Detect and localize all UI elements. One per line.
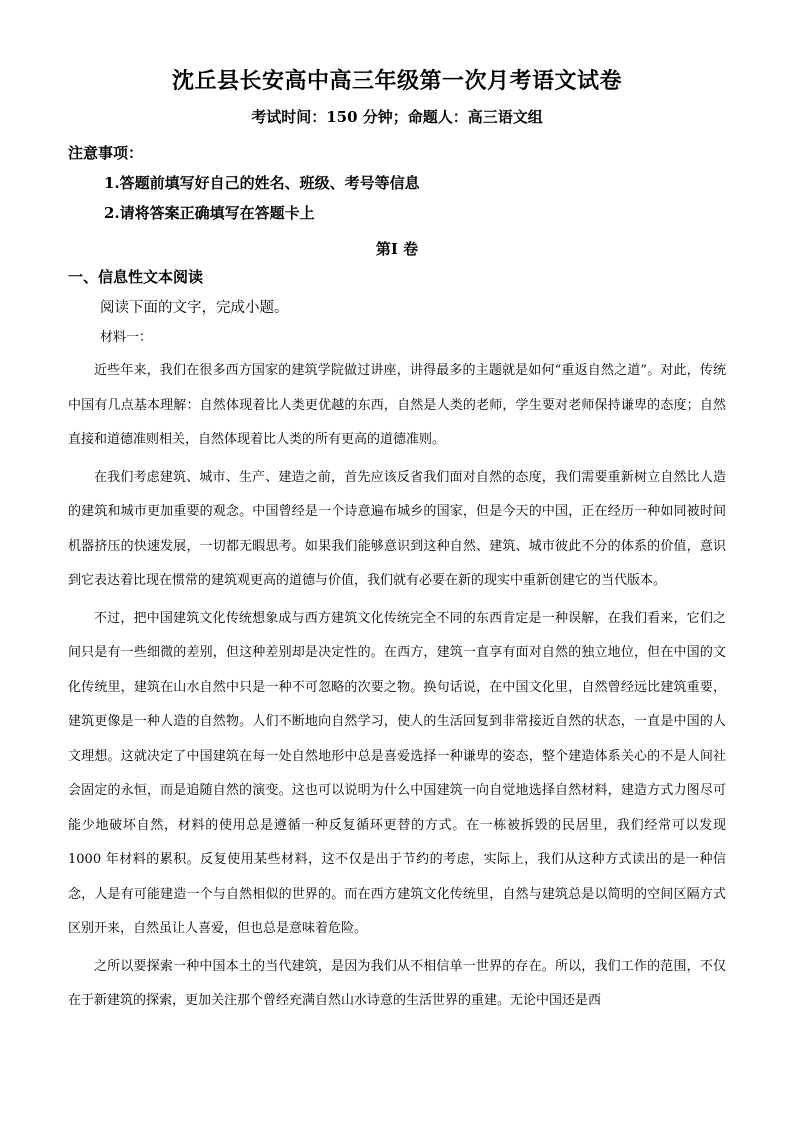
section-instruction: 阅读下面的文字，完成小题。 bbox=[100, 300, 289, 316]
section-title: 一、信息性文本阅读 bbox=[68, 268, 204, 286]
volume-label: 第Ⅰ 卷 bbox=[375, 240, 419, 258]
notes-heading: 注意事项： bbox=[68, 144, 144, 162]
passage-paragraph: 不过，把中国建筑文化传统想象成与西方建筑文化传统完全不同的东西肯定是一种误解，在我们看来，它们之间只是有一些细微的差别，但这种差别却是决定性的。在西方，建筑一直享有面对自然的独立地位，但在中国的文化传统里，建筑在山水自然中只是一种不可忽略的次要之物。换句话说，在中国文化里，自然曾经远比建筑重要，建筑更像是一种人造的自然物。人们不断地向自然学习，使人的生活回复到非常接近自然的状态，一直是中国的人文理想。这就决定了中国建筑在每一处自然地形中总是喜爱选择一种谦卑的姿态，整个建造体系关心的不是人间社会固定的永恒，而是追随自然的演变。这也可以说明为什么中国建筑一向自觉地选择自然材料，建造方式力图尽可能少地破坏自然，材料的使用总是遵循一种反复循环更替的方式。在一栋被拆毁的民居里，我们经常可以发现 1000 年材料的累积。反复使用某些材料，这不仅是出于节约的考虑，实际上，我们从这种方式读出的是一种信念，人是有可能建造一个与自然相似的世界的。而在西方建筑文化传统里，自然与建筑总是以简明的空间区隔方式区别开来，自然虽让人喜爱，但也总是意味着危险。 bbox=[68, 610, 726, 936]
note-item-1: 1.答题前填写好自己的姓名、班级、考号等信息 bbox=[104, 174, 420, 192]
exam-subtitle: 考试时间：150 分钟；命题人：高三语文组 bbox=[251, 108, 543, 126]
material-label: 材料一： bbox=[100, 330, 153, 345]
passage-paragraph: 在我们考虑建筑、城市、生产、建造之前，首先应该反省我们面对自然的态度，我们需要重新树立自然比人造的建筑和城市更加重要的观念。中国曾经是一个诗意遍布城乡的国家，但是今天的中国，正在经历一种如同被时间机器挤压的快速发展，一切都无暇思考。如果我们能够意识到这种自然、建筑、城市彼此不分的体系的价值，意识到它表达着比现在惯常的建筑观更高的道德与价值，我们就有必要在新的现实中重新创建它的当代版本。 bbox=[68, 469, 726, 588]
note-item-2: 2.请将答案正确填写在答题卡上 bbox=[104, 204, 315, 222]
passage-paragraph: 之所以要探索一种中国本土的当代建筑，是因为我们从不相信单一世界的存在。所以，我们工作的范围，不仅在于新建筑的探索，更加关注那个曾经充满自然山水诗意的生活世界的重建。无论中国还是西 bbox=[68, 958, 726, 1008]
exam-title: 沈丘县长安高中高三年级第一次月考语文试卷 bbox=[171, 68, 622, 94]
reading-passage bbox=[68, 354, 726, 1022]
passage-paragraph: 近些年来，我们在很多西方国家的建筑学院做过讲座，讲得最多的主题就是如何“重返自然之道”。对此，传统中国有几点基本理解：自然体现着比人类更优越的东西，自然是人类的老师，学生要对老师保持谦卑的态度；自然直接和道德准则相关，自然体现着比人类的所有更高的道德准则。 bbox=[68, 363, 726, 447]
